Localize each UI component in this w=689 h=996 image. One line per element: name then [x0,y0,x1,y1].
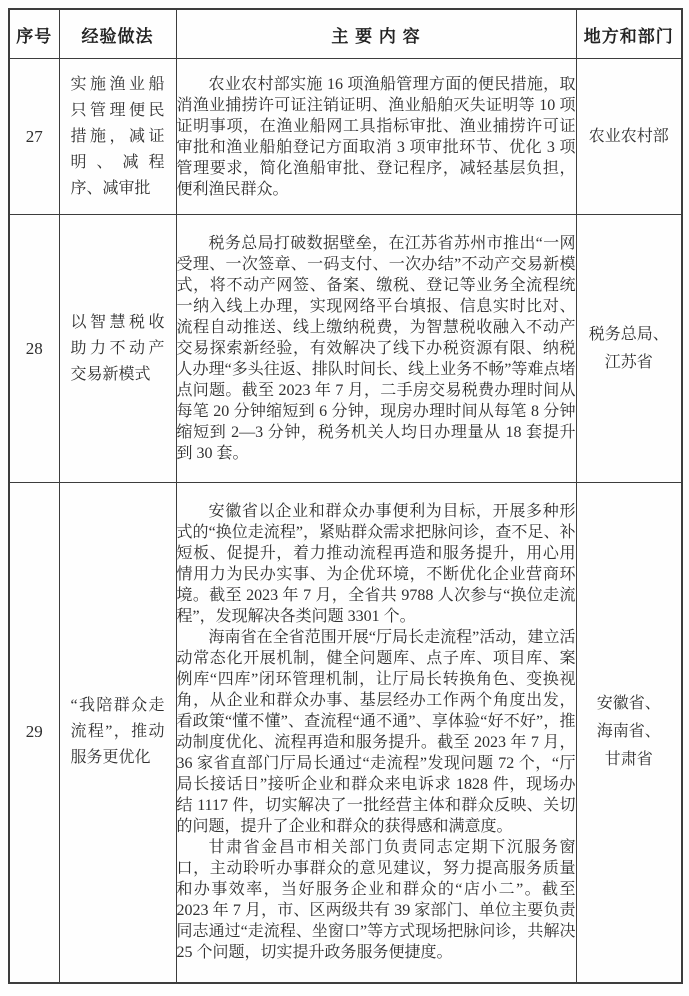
header-department: 地方和部门 [576,9,682,59]
table-row [9,215,682,483]
table-header-row [9,9,682,59]
practice-text: “我陪群众走流程”，推动服务更优化 [70,697,165,767]
practice-text: 实施渔业船只管理便民措施，减证明、减程序、减审批 [70,75,165,197]
experience-table [8,8,683,984]
content-paragraph: 税务总局打破数据壁垒，在江苏省苏州市推出“一网受理、一次签章、一码支付、一次办结”不动产交易新模式，将不动产网签、备案、缴税、登记等业务全流程统一纳入线上办理，实现网络平台填报、信息实时比对、流程自动推送、线上缴纳税费，为智慧税收融入不动产交易探索新经验，有效解决了线下办税资源有限、纳税人办理“多头往返、排队时间长、线上业务不畅”等难点堵点问题。截至 2023 年 7 月，二手房交易税费办理时间从每笔 20 分钟缩短到 6 分钟，现房办理时间从每笔 8 分钟缩短到 2—3 分钟，税务机关人均日办理量从 18 套提升到 30 套。 [176,235,576,462]
department-line: 甘肃省 [604,751,653,769]
main-content-cell [176,483,576,983]
practice-cell [59,59,176,215]
main-content-cell [176,215,576,483]
department-cell [576,483,682,983]
content-paragraph: 安徽省以企业和群众办事便利为目标，开展多种形式的“换位走流程”，紧贴群众需求把脉问诊，查不足、补短板、促提升，着力推动流程再造和服务提升，用心用情用力为民办实事、为企优环境，不断优化企业营商环境。截至 2023 年 7 月，全省共 9788 人次参与“换位走流程”，发现解决各类问题 3301 个。 [176,503,576,626]
table-row [9,59,682,215]
content-paragraph: 农业农村部实施 16 项渔船管理方面的便民措施，取消渔业捕捞许可证注销证明、渔业船舶灭失证明等 10 项证明事项，在渔业船网工具指标审批、渔业捕捞许可证审批和渔业船舶登记方面取消 3 项审批环节、优化 3 项管理要求，简化渔船审批、登记程序，减轻基层负担，便利渔民群众。 [176,75,576,198]
serial-number: 28 [9,215,59,483]
header-main-content: 主 要 内 容 [176,9,576,59]
serial-number: 29 [9,483,59,983]
table-row [9,483,682,983]
department-line: 海南省、 [596,723,661,741]
main-content-cell [176,59,576,215]
content-paragraph: 甘肃省金昌市相关部门负责同志定期下沉服务窗口，主动聆听办事群众的意见建议，努力提高服务质量和办事效率，当好服务企业和群众的“店小二”。截至 2023 年 7 月，市、区两级共有 39 家部门、单位主要负责同志通过“走流程、坐窗口”等方式现场把脉问诊，共解决 25 个问题，切实提升政务服务便捷度。 [176,839,576,962]
header-practice: 经验做法 [59,9,176,59]
content-paragraph: 海南省在全省范围开展“厅局长走流程”活动，建立活动常态化开展机制，健全问题库、点子库、项目库、案例库“四库”闭环管理机制，让厅局长转换角色、变换视角，从企业和群众办事、基层经办工作两个角度出发，看政策“懂不懂”、查流程“通不通”、享体验“好不好”，推动制度优化、流程再造和服务提升。截至 2023 年 7 月，36 家省直部门厅局长通过“走流程”发现问题 72 个，“厅局长接话日”接听企业和群众来电诉求 1828 件，现场办结 1117 件，切实解决了一批经营主体和群众反映、关切的问题，提升了企业和群众的获得感和满意度。 [176,629,576,836]
serial-number: 27 [9,59,59,215]
practice-text: 以智慧税收助力不动产交易新模式 [70,313,165,383]
department-cell [576,59,682,215]
practice-cell [59,483,176,983]
practice-cell [59,215,176,483]
header-serial: 序号 [9,9,59,59]
department-line: 安徽省、 [596,695,661,713]
department-line: 江苏省 [604,353,653,371]
department-line: 农业农村部 [588,127,669,145]
department-line: 税务总局、 [588,325,669,343]
department-cell [576,215,682,483]
